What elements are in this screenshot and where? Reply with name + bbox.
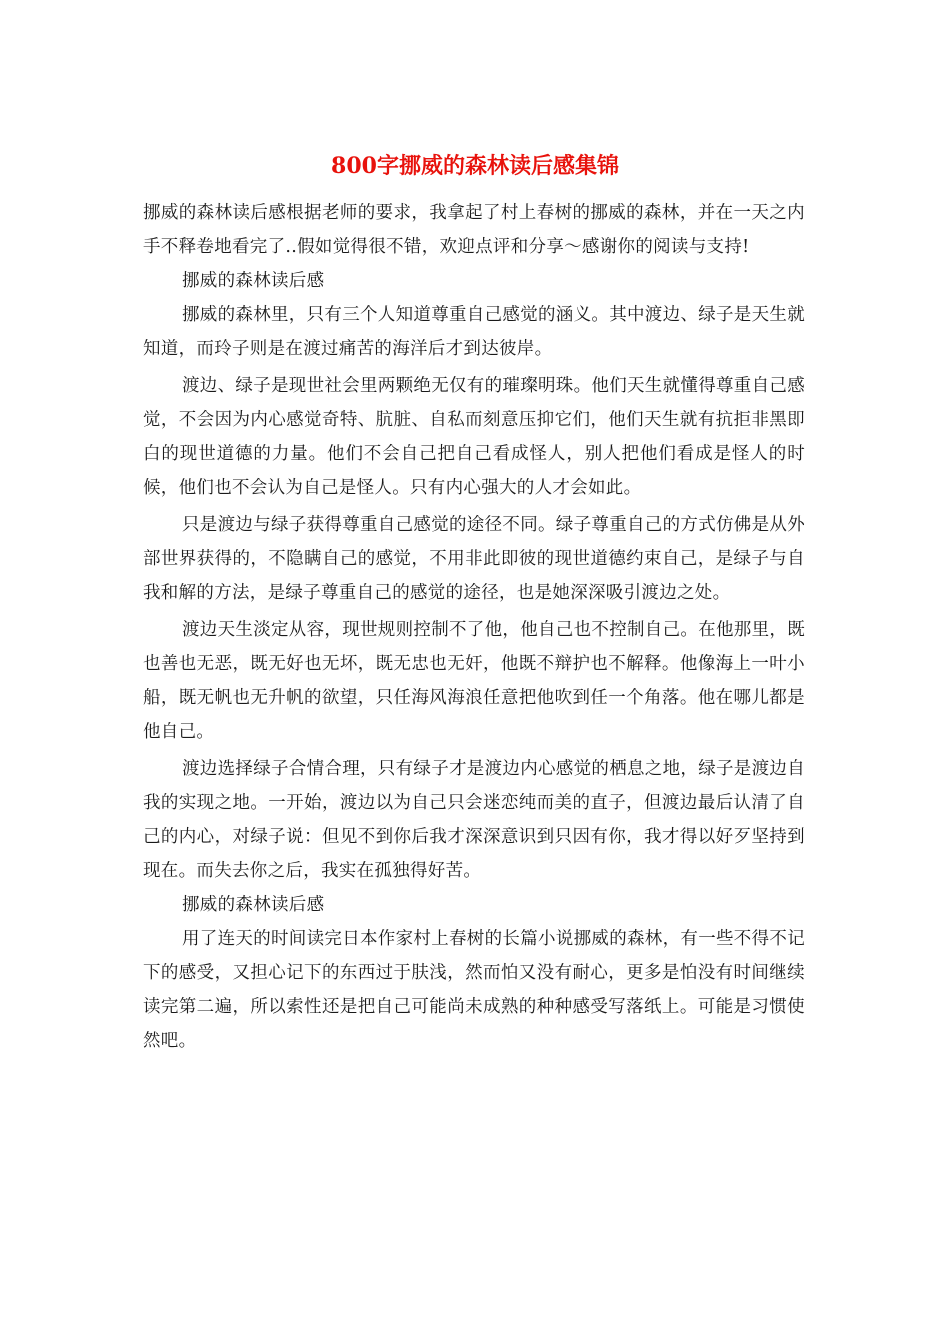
document-title: 800字挪威的森林读后感集锦: [331, 153, 619, 179]
body-paragraph: 用了连天的时间读完日本作家村上春树的长篇小说挪威的森林，有一些不得不记下的感受，又担心记下的东西过于肤浅，然而怕又没有耐心，更多是怕没有时间继续读完第二遍，所以索性还是把自己可能尚未成熟的种种感受写落纸上。可能是习惯使然吧。: [143, 929, 805, 1051]
body-paragraph: 渡边、绿子是现世社会里两颗绝无仅有的璀璨明珠。他们天生就懂得尊重自己感觉，不会因为内心感觉奇特、肮脏、自私而刻意压抑它们，他们天生就有抗拒非黑即白的现世道德的力量。他们不会自己把自己看成怪人，别人把他们看成是怪人的时候，他们也不会认为自己是怪人。只有内心强大的人才会如此。: [143, 376, 805, 498]
document-body: [143, 196, 805, 1058]
section-heading: 挪威的森林读后感: [182, 271, 325, 291]
section-heading: 挪威的森林读后感: [182, 895, 325, 915]
body-paragraph: 只是渡边与绿子获得尊重自己感觉的途径不同。绿子尊重自己的方式仿佛是从外部世界获得的，不隐瞒自己的感觉，不用非此即彼的现世道德约束自己，是绿子与自我和解的方法，是绿子尊重自己的感觉的途径，也是她深深吸引渡边之处。: [143, 515, 805, 603]
body-paragraph: 渡边选择绿子合情合理，只有绿子才是渡边内心感觉的栖息之地，绿子是渡边自我的实现之地。一开始，渡边以为自己只会迷恋纯而美的直子，但渡边最后认清了自己的内心，对绿子说：但见不到你后我才深深意识到只因有你，我才得以好歹坚持到现在。而失去你之后，我实在孤独得好苦。: [143, 759, 805, 881]
body-paragraph: 渡边天生淡定从容，现世规则控制不了他，他自己也不控制自己。在他那里，既也善也无恶，既无好也无坏，既无忠也无奸，他既不辩护也不解释。他像海上一叶小船，既无帆也无升帆的欲望，只任海风海浪任意把他吹到任一个角落。他在哪儿都是他自己。: [143, 620, 805, 742]
intro-paragraph: 挪威的森林读后感根据老师的要求，我拿起了村上春树的挪威的森林，并在一天之内手不释卷地看完了..假如觉得很不错，欢迎点评和分享～感谢你的阅读与支持!: [143, 203, 805, 257]
body-paragraph: 挪威的森林里，只有三个人知道尊重自己感觉的涵义。其中渡边、绿子是天生就知道，而玲子则是在渡过痛苦的海洋后才到达彼岸。: [143, 305, 805, 359]
